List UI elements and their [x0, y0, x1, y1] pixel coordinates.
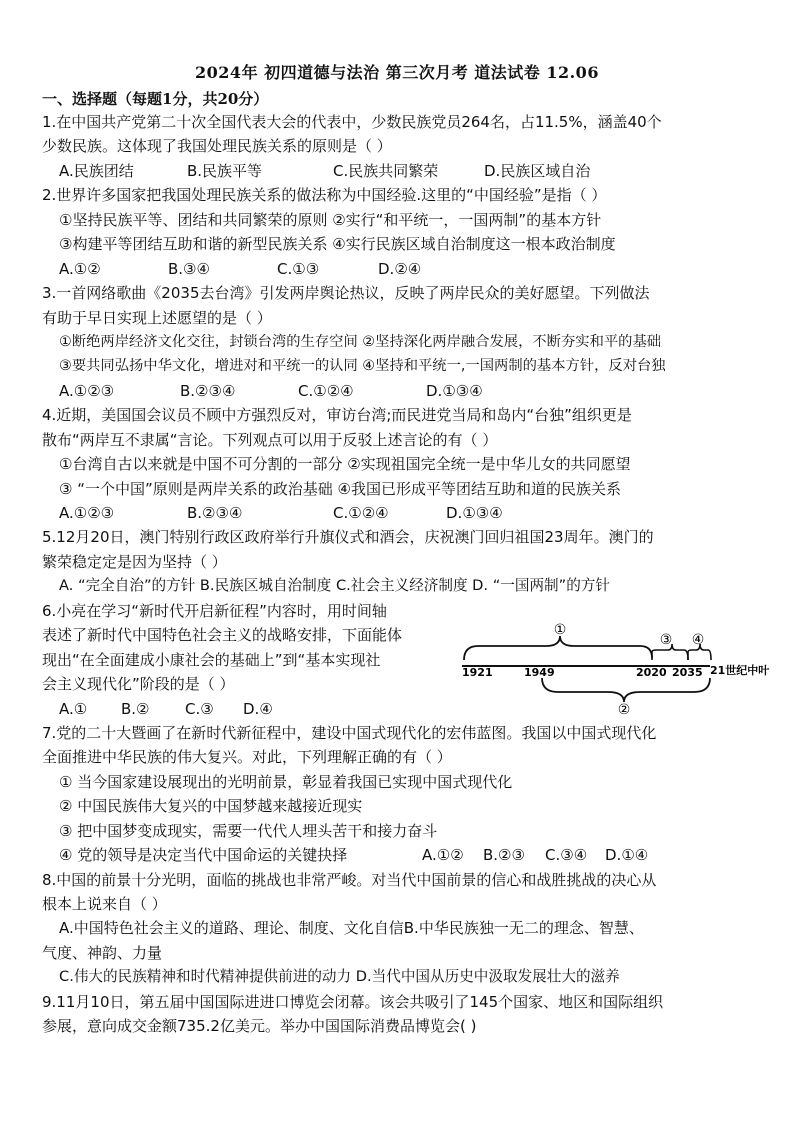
marker-2: ②	[617, 702, 631, 716]
q6-option-c[interactable]: C.③	[185, 699, 214, 718]
questions	[42, 110, 762, 1039]
q4-option-a[interactable]: A.①②③	[59, 504, 115, 522]
q3-option-b[interactable]: B.②③④	[180, 381, 236, 400]
q2-option-c[interactable]: C.①③	[277, 259, 320, 278]
q3-option-a[interactable]: A.①②③	[59, 381, 115, 400]
q3-statement-34: ③要共同弘扬中华文化，增进对和平统一的认同 ④坚持和平统一,一国两制的基本方针，反对台独	[59, 358, 666, 375]
brace-2	[542, 678, 710, 702]
q4-statement-34: ③ “一个中国”原则是两岸关系的政治基础 ④我国已形成平等团结互助和道的民族关系	[59, 479, 621, 498]
q6-timeline-figure	[458, 618, 774, 716]
q6-stem-2: 表述了新时代中国特色社会主义的战略安排，下面能体	[42, 626, 403, 645]
q7-option-b[interactable]: B.②③	[483, 846, 525, 865]
q4-statement-12: ①台湾自古以来就是中国不可分割的一部分 ②实现祖国完全统一是中华儿女的共同愿望	[59, 455, 631, 474]
q9-stem-cont: 参展，意向成交金额735.2亿美元。举办中国国际消费品博览会( )	[42, 1017, 477, 1036]
q6-option-b[interactable]: B.②	[121, 699, 150, 718]
q2-statement-34: ③构建平等团结互助和谐的新型民族关系 ④实行民族区域自治制度这一根本政治制度	[59, 235, 616, 254]
q2-option-b[interactable]: B.③④	[168, 259, 210, 278]
year-2035: 2035	[672, 666, 703, 679]
q7-option-c[interactable]: C.③④	[545, 846, 588, 865]
q1-option-d[interactable]: D.民族区域自治	[484, 161, 591, 180]
q4-stem: 4.近期，美国国会议员不顾中方强烈反对，审访台湾;而民进党当局和岛内“台独”组织更是	[42, 406, 632, 425]
marker-1: ①	[553, 622, 567, 638]
q8-option-b-cont: 气度、神韵、力量	[42, 943, 163, 962]
year-1949: 1949	[524, 666, 555, 679]
q4-option-c[interactable]: C.①②④	[333, 504, 389, 522]
section-title: 一、选择题（每题1分，共20分）	[42, 90, 269, 108]
q2-option-a[interactable]: A.①②	[59, 259, 101, 278]
timeline-end-label: 21世纪中叶	[710, 664, 770, 677]
q2-options	[42, 257, 762, 281]
q3-statement-12: ①断绝两岸经济文化交往，封锁台湾的生存空间 ②坚持深化两岸融合发展，不断夯实和平的基础	[59, 333, 662, 350]
q7-statement-1: ① 当今国家建设展现出的光明前景，彰显着我国已实现中国式现代化	[59, 772, 513, 791]
q7-stem-cont: 全面推进中华民族的伟大复兴。对此，下列理解正确的有（ ）	[42, 748, 452, 767]
q3-options	[42, 379, 762, 403]
q4-options	[42, 501, 762, 525]
q8-stem: 8.中国的前景十分光明，面临的挑战也非常严峻。对当代中国前景的信心和战胜挑战的决心从	[42, 870, 657, 889]
q7-statement-4: ④ 党的领导是决定当代中国命运的关键抉择	[59, 846, 348, 865]
q7-statement-4-and-options	[42, 843, 762, 867]
q3-option-c[interactable]: C.①②④	[298, 381, 354, 400]
year-1921: 1921	[462, 666, 493, 679]
q4-stem-cont: 散布“两岸互不隶属“言论。下列观点可以用于反驳上述言论的有（ ）	[42, 430, 498, 449]
q5-stem: 5.12月20日，澳门特别行政区政府举行升旗仪式和酒会，庆祝澳门回归祖国23周年。澳门的	[42, 528, 654, 547]
year-2020: 2020	[636, 666, 667, 679]
q1-option-a[interactable]: A.民族团结	[59, 161, 134, 180]
q2-statement-12: ①坚持民族平等、团结和共同繁荣的原则 ②实行“和平统一，一国两制”的基本方针	[59, 210, 602, 229]
q7-statement-3: ③ 把中国梦变成现实，需要一代代人埋头苦干和接力奋斗	[59, 821, 438, 840]
q5-options: A. “完全自治”的方针 B.民族区城自治制度 C.社会主义经济制度 D. “一国两制”的方针	[59, 577, 610, 595]
q5-stem-cont: 繁荣稳定定是因为坚持（ ）	[42, 552, 227, 571]
brace-1	[464, 636, 652, 660]
q1-option-b[interactable]: B.民族平等	[187, 161, 263, 180]
q3-stem: 3.一首网络歌曲《2035去台湾》引发两岸舆论热议，反映了两岸民众的美好愿望。下列做法	[42, 284, 650, 303]
exam-title: 2024年 初四道德与法治 第三次月考 道法试卷 12.06	[195, 63, 599, 82]
q1-stem: 1.在中国共产党第二十次全国代表大会的代表中，少数民族党员264名，占11.5%，涵盖40个	[42, 113, 662, 131]
q6-option-a[interactable]: A.①	[59, 699, 88, 718]
q9-stem: 9.11月10日，第五届中国国际进进口博览会闭幕。该会共吸引了145个国家、地区和国际组织	[42, 992, 664, 1011]
marker-3: ③	[659, 632, 673, 648]
q6-stem-4: 会主义现代化”阶段的是（ ）	[42, 675, 235, 694]
q8-stem-cont: 根本上说来自（ ）	[42, 895, 167, 913]
q8-option-cd: C.伟大的民族精神和时代精神提供前进的动力 D.当代中国从历史中汲取发展壮大的滋养	[59, 968, 620, 986]
q6-option-d[interactable]: D.④	[243, 699, 273, 718]
q1-option-c[interactable]: C.民族共同繁荣	[333, 161, 439, 180]
timeline-svg	[458, 618, 774, 716]
q2-option-d[interactable]: D.②④	[378, 259, 422, 278]
q1-options	[42, 159, 762, 183]
q4-option-b[interactable]: B.②③④	[187, 504, 243, 522]
q4-option-d[interactable]: D.①③④	[446, 504, 503, 522]
q7-stem: 7.党的二十大暨画了在新时代新征程中，建设中国式现代化的宏伟蓝图。我国以中国式现代化	[42, 723, 657, 742]
q7-statement-2: ② 中国民族伟大复兴的中国梦越来越接近现实	[59, 797, 363, 816]
q6-stem: 6.小亮在学习“新时代开启新征程”内容时，用时间轴	[42, 601, 387, 620]
q6-stem-3: 现出“在全面建成小康社会的基础上”到“基本实现社	[42, 650, 381, 669]
q1-stem-cont: 少数民族。这体现了我国处理民族关系的原则是（ ）	[42, 137, 392, 156]
q3-option-d[interactable]: D.①③④	[426, 381, 483, 400]
q3-stem-cont: 有助于早日实现上述愿望的是（ ）	[42, 308, 272, 327]
q7-option-d[interactable]: D.①④	[605, 846, 649, 865]
q7-option-a[interactable]: A.①②	[422, 846, 464, 865]
marker-4: ④	[691, 632, 705, 648]
q2-stem: 2.世界许多国家把我国处理民族关系的做法称为中国经验.这里的“中国经验”是指（ ）	[42, 186, 607, 205]
q8-option-ab: A.中国特色社会主义的道路、理论、制度、文化自信B.中华民族独一无二的理念、智慧、	[59, 919, 644, 938]
